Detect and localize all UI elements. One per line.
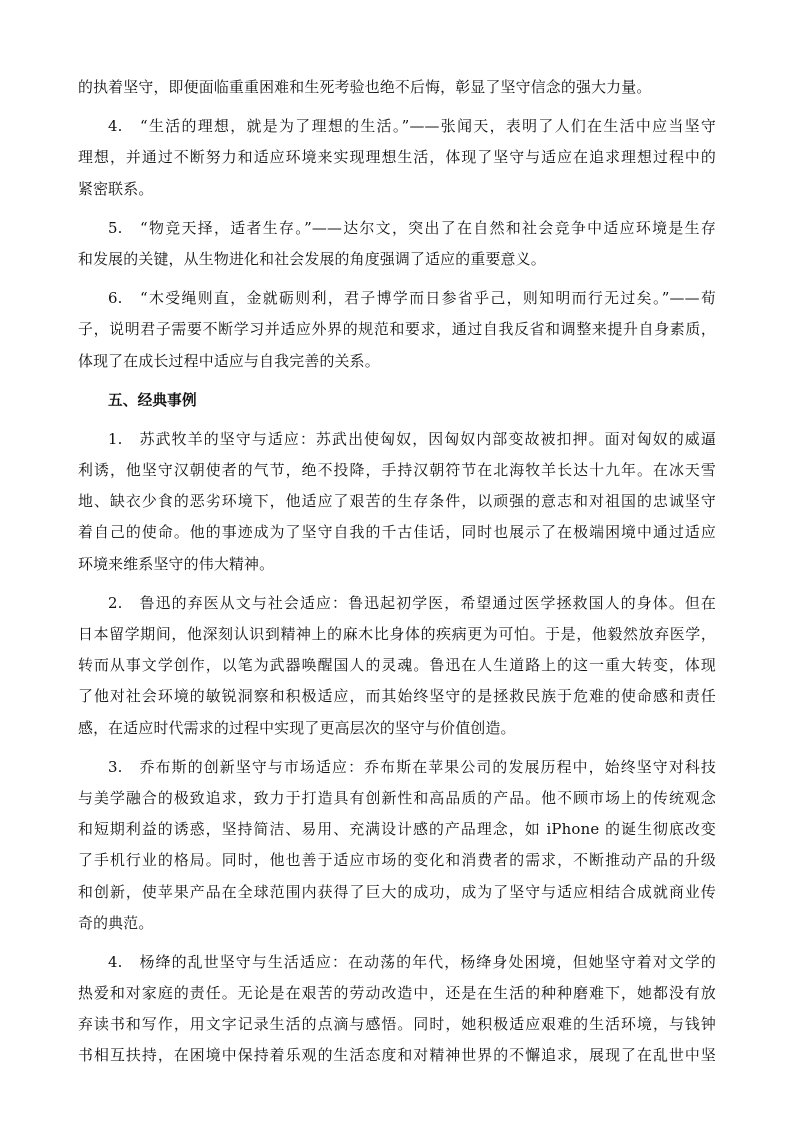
paragraph-line: 热爱和对家庭的责任。无论是在艰苦的劳动改造中，还是在生活的种种磨难下，她都没有放 (78, 984, 716, 1003)
quote-item-6 (78, 283, 716, 377)
example-item-2 (78, 588, 716, 744)
paragraph-line: 的执着坚守，即便面临重重困难和生死考验也绝不后悔，彰显了坚守信念的强大力量。 (78, 78, 652, 96)
example-item-3 (78, 752, 716, 939)
paragraph-line: 3. 乔布斯的创新坚守与市场适应：乔布斯在苹果公司的发展历程中，始终坚守对科技 (108, 757, 716, 776)
paragraph-line: 4. 杨绛的乱世坚守与生活适应：在动荡的年代，杨绛身处困境，但她坚守着对文学的 (108, 952, 716, 971)
paragraph-line: 和创新，使苹果产品在全球范围内获得了巨大的成功，成为了坚守与适应相结合成就商业传 (78, 882, 716, 901)
paragraph-line: 5. “物竞天择，适者生存。”——达尔文，突出了在自然和社会竞争中适应环境是生存 (108, 218, 716, 237)
paragraph-line: 6. “木受绳则直，金就砺则利，君子博学而日参省乎己，则知明而行无过矣。”——荀 (108, 289, 716, 308)
paragraph-line: 和发展的关键，从生物进化和社会发展的角度强调了适应的重要意义。 (78, 249, 546, 268)
example-item-4 (78, 947, 716, 1072)
paragraph-line: 书相互扶持，在困境中保持着乐观的生活态度和对精神世界的不懈追求，展现了在乱世中坚 (78, 1046, 716, 1065)
document-page (78, 72, 716, 1072)
paragraph-line: 地、缺衣少食的恶劣环境下，他适应了艰苦的生存条件，以顽强的意志和对祖国的忠诚坚守 (78, 492, 716, 511)
paragraph-line: 子，说明君子需要不断学习并适应外界的规范和要求，通过自我反省和调整来提升自身素质， (78, 320, 716, 339)
quote-item-4 (78, 111, 716, 205)
paragraph-line: 日本留学期间，他深刻认识到精神上的麻木比身体的疾病更为可怕。于是，他毅然放弃医学， (78, 625, 716, 643)
paragraph-line: 环境来维系坚守的伟大精神。 (78, 554, 275, 573)
paragraph-line: 了他对社会环境的敏锐洞察和积极适应，而其始终坚守的是拯救民族于危难的使命感和责任 (78, 687, 716, 706)
paragraph-line: 了手机行业的格局。同时，他也善于适应市场的变化和消费者的需求，不断推动产品的升级 (78, 851, 716, 870)
paragraph-line: 4. “生活的理想，就是为了理想的生活。”——张闻天，表明了人们在生活中应当坚守 (108, 117, 716, 136)
paragraph-line: 利诱，他坚守汉朝使者的气节，绝不投降，手持汉朝符节在北海牧羊长达十九年。在冰天雪 (78, 461, 716, 480)
paragraph-line: 奇的典范。 (78, 913, 154, 932)
paragraph-line: 转而从事文学创作，以笔为武器唤醒国人的灵魂。鲁迅在人生道路上的这一重大转变，体现 (78, 656, 716, 675)
paragraph-line: 2. 鲁迅的弃医从文与社会适应：鲁迅起初学医，希望通过医学拯救国人的身体。但在 (108, 593, 716, 612)
paragraph-line: 理想，并通过不断努力和适应环境来实现理想生活，体现了坚守与适应在追求理想过程中的 (78, 148, 716, 167)
paragraph-line: 与美学融合的极致追求，致力于打造具有创新性和高品质的产品。他不顾市场上的传统观念 (78, 788, 716, 807)
quote-item-5 (78, 213, 716, 275)
section-heading: 五、经典事例 (108, 391, 197, 409)
example-item-1 (78, 424, 716, 580)
paragraph-line: 感，在适应时代需求的过程中实现了更高层次的坚守与价值创造。 (78, 718, 516, 737)
paragraph-line: 着自己的使命。他的事迹成为了坚守自我的千古佳话，同时也展示了在极端困境中通过适应 (78, 523, 716, 542)
paragraph-line: 1. 苏武牧羊的坚守与适应：苏武出使匈奴，因匈奴内部变故被扣押。面对匈奴的威逼 (108, 429, 716, 448)
paragraph-line: 体现了在成长过程中适应与自我完善的关系。 (78, 351, 380, 370)
paragraph-line: 和短期利益的诱惑，坚持简洁、易用、充满设计感的产品理念，如 iPhone 的诞生彻底改变 (78, 820, 716, 839)
paragraph-line: 弃读书和写作，用文字记录生活的点滴与感悟。同时，她积极适应艰难的生活环境，与钱钟 (78, 1015, 716, 1034)
intro-paragraph (78, 72, 716, 103)
paragraph-line: 紧密联系。 (78, 179, 154, 198)
